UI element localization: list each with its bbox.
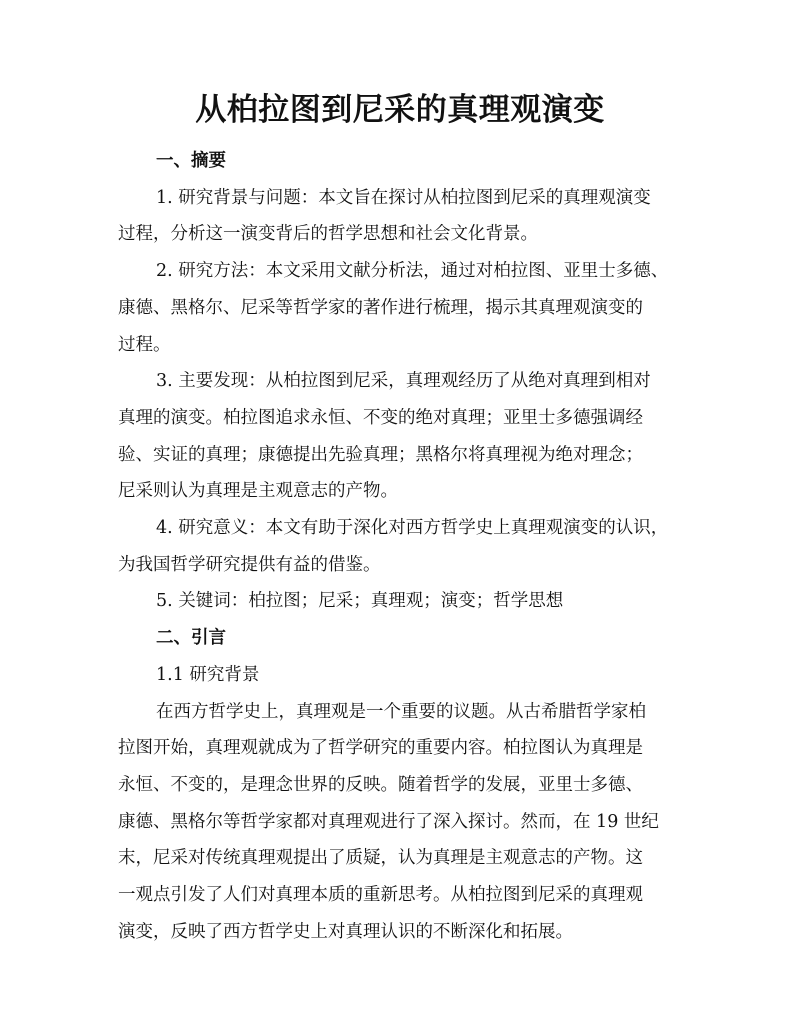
text-line: 4. 研究意义：本文有助于深化对西方哲学史上真理观演变的认识， xyxy=(156,518,669,539)
text-line: 演变，反映了西方哲学史上对真理认识的不断深化和拓展。 xyxy=(118,921,573,942)
text-line: 3. 主要发现：从柏拉图到尼采，真理观经历了从绝对真理到相对 xyxy=(156,371,651,392)
text-line: 过程。 xyxy=(118,334,171,355)
text-line: 在西方哲学史上，真理观是一个重要的议题。从古希腊哲学家柏 xyxy=(156,701,646,722)
text-line: 5. 关键词：柏拉图；尼采；真理观；演变；哲学思想 xyxy=(156,591,564,612)
abstract-item-1 xyxy=(118,180,688,253)
document-title: 从柏拉图到尼采的真理观演变 xyxy=(195,92,605,128)
text-line: 永恒、不变的，是理念世界的反映。随着哲学的发展，亚里士多德、 xyxy=(118,774,643,795)
abstract-heading: 一、摘要 xyxy=(156,151,226,171)
section-1-1-heading: 1.1 研究背景 xyxy=(156,664,260,685)
text-line: 尼采则认为真理是主观意志的产物。 xyxy=(118,481,398,502)
abstract-item-5 xyxy=(118,583,688,620)
text-line: 末，尼采对传统真理观提出了质疑，认为真理是主观意志的产物。这 xyxy=(118,848,643,869)
text-line: 验、实证的真理；康德提出先验真理；黑格尔将真理视为绝对理念； xyxy=(118,444,643,465)
document-body xyxy=(118,143,688,950)
intro-heading: 二、引言 xyxy=(156,628,226,649)
text-line: 为我国哲学研究提供有益的借鉴。 xyxy=(118,554,381,575)
text-line: 康德、黑格尔等哲学家都对真理观进行了深入探讨。然而，在 19 世纪 xyxy=(118,811,659,832)
text-line: 过程，分析这一演变背后的哲学思想和社会文化背景。 xyxy=(118,224,538,245)
abstract-item-2 xyxy=(118,253,688,363)
intro-paragraph xyxy=(118,694,688,951)
text-line: 2. 研究方法：本文采用文献分析法，通过对柏拉图、亚里士多德、 xyxy=(156,261,669,282)
text-line: 拉图开始，真理观就成为了哲学研究的重要内容。柏拉图认为真理是 xyxy=(118,738,643,759)
abstract-item-3 xyxy=(118,363,688,510)
text-line: 康德、黑格尔、尼采等哲学家的著作进行梳理，揭示其真理观演变的 xyxy=(118,297,643,318)
text-line: 1. 研究背景与问题：本文旨在探讨从柏拉图到尼采的真理观演变 xyxy=(156,187,651,208)
text-line: 一观点引发了人们对真理本质的重新思考。从柏拉图到尼采的真理观 xyxy=(118,885,643,906)
text-line: 真理的演变。柏拉图追求永恒、不变的绝对真理；亚里士多德强调经 xyxy=(118,407,643,428)
abstract-item-4 xyxy=(118,510,688,583)
